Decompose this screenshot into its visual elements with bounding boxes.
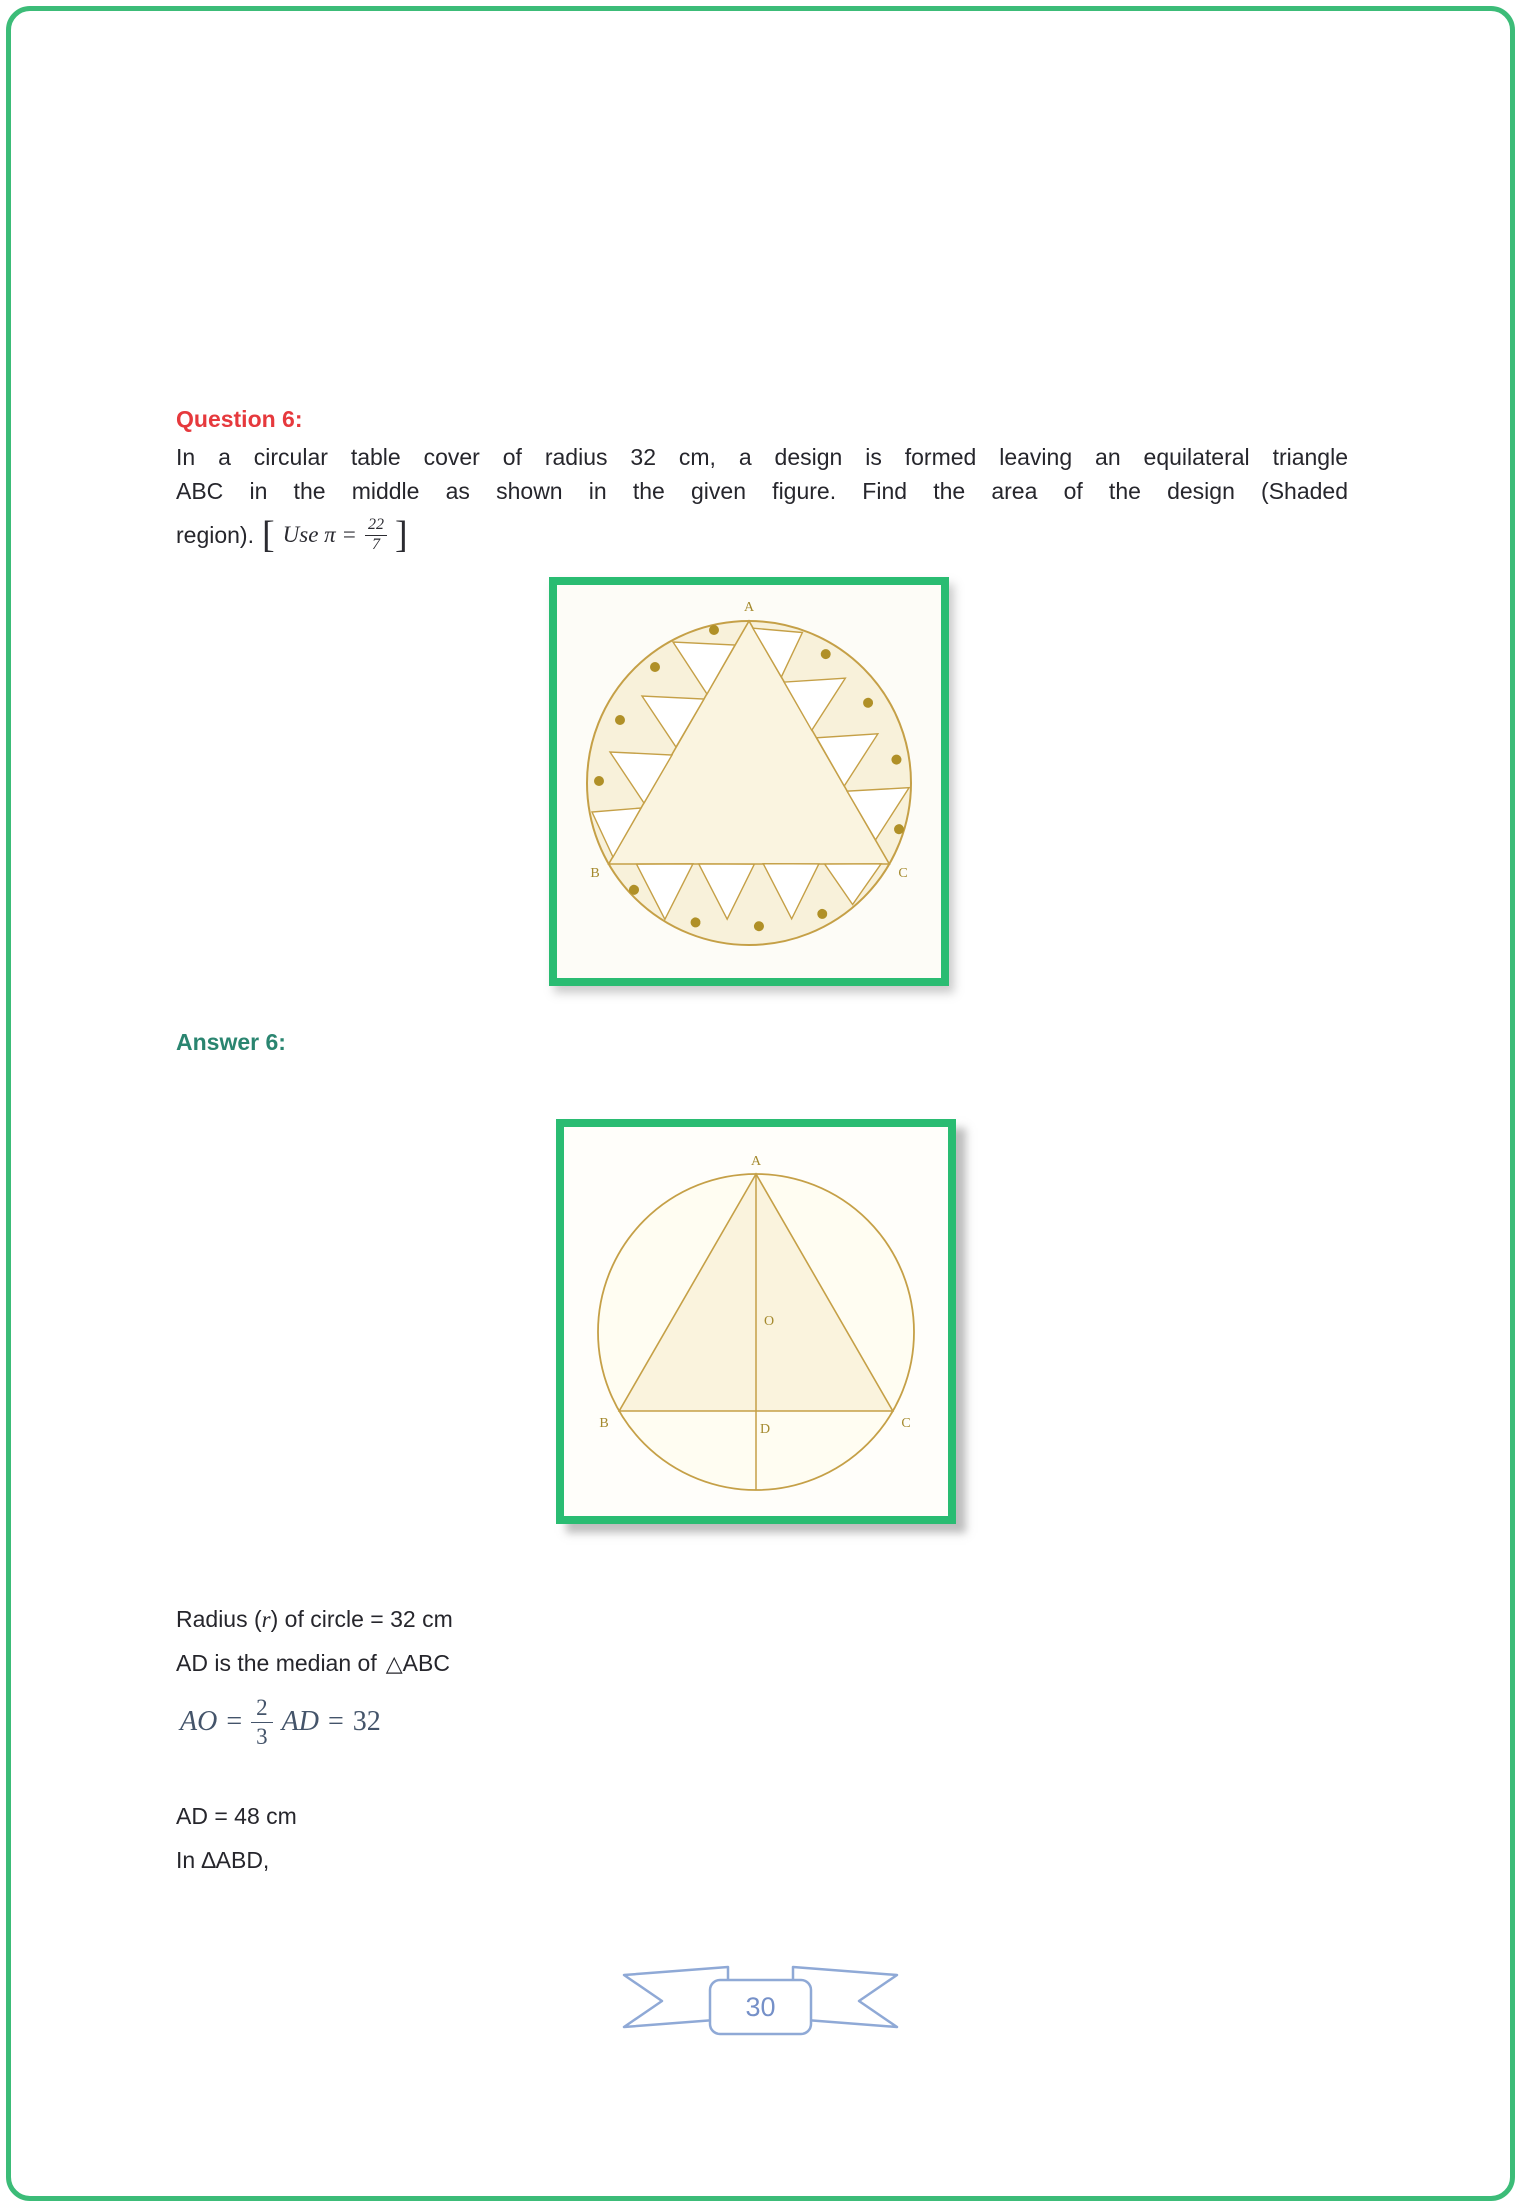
ao-formula-rhs: AD bbox=[281, 1706, 319, 1738]
median-statement bbox=[176, 1650, 450, 1677]
point-label-d: D bbox=[760, 1422, 771, 1437]
question-figure bbox=[549, 577, 949, 986]
median-statement-pre: AD is the median of bbox=[176, 1650, 377, 1676]
question-figure-drawing bbox=[557, 585, 941, 978]
median-statement-post: ABC bbox=[402, 1650, 450, 1676]
vertex-label-b: B bbox=[590, 866, 600, 881]
ao-formula-numerator: 2 bbox=[251, 1694, 273, 1723]
ao-formula-eq2: = bbox=[327, 1706, 344, 1738]
question-text-line2: ABC in the middle as shown in the given figure. Find the area of the design (Shaded bbox=[176, 478, 1348, 504]
vertex-label-c: C bbox=[898, 866, 908, 881]
page-number: 30 bbox=[745, 1992, 776, 2022]
vertex-label-b: B bbox=[599, 1416, 609, 1431]
triangle-symbol: △ bbox=[385, 1651, 403, 1676]
question-text-line3-prefix: region). bbox=[176, 522, 254, 548]
page-number-banner bbox=[608, 1960, 913, 2048]
ao-formula-value: 32 bbox=[352, 1706, 381, 1738]
vertex-label-a: A bbox=[750, 1154, 762, 1169]
radius-variable: r bbox=[261, 1607, 271, 1632]
answer-label: Answer 6: bbox=[176, 1029, 286, 1055]
ao-formula-denominator: 3 bbox=[256, 1723, 268, 1749]
ad-statement: AD = 48 cm bbox=[176, 1803, 297, 1829]
ao-formula-lhs: AO bbox=[180, 1706, 218, 1738]
radius-statement-pre: Radius ( bbox=[176, 1606, 262, 1632]
answer-figure bbox=[556, 1119, 956, 1524]
pi-formula-text: Use π = bbox=[282, 522, 357, 547]
center-label-o: O bbox=[764, 1314, 775, 1329]
radius-statement-post: ) of circle = 32 cm bbox=[270, 1606, 453, 1632]
vertex-label-c: C bbox=[901, 1416, 911, 1431]
ao-formula-eq1: = bbox=[226, 1706, 243, 1738]
pi-fraction-numerator: 22 bbox=[365, 516, 387, 535]
question-text-line1: In a circular table cover of radius 32 cm, a design is formed leaving an equilateral triangle bbox=[176, 444, 1348, 470]
ribbon-banner bbox=[608, 1960, 913, 2048]
in-abd-statement: In ∆ABD, bbox=[176, 1847, 270, 1873]
question-text-line3 bbox=[176, 512, 1348, 558]
question-text bbox=[176, 440, 1348, 558]
question-label: Question 6: bbox=[176, 406, 303, 432]
ao-formula bbox=[180, 1694, 381, 1750]
pi-fraction bbox=[365, 516, 387, 554]
vertex-label-a: A bbox=[743, 600, 755, 615]
radius-statement bbox=[176, 1606, 453, 1633]
pi-fraction-denominator: 7 bbox=[371, 535, 380, 553]
answer-figure-drawing bbox=[564, 1127, 948, 1516]
ao-formula-fraction bbox=[251, 1694, 273, 1750]
left-bracket: [ bbox=[261, 514, 275, 556]
right-bracket: ] bbox=[394, 514, 408, 556]
